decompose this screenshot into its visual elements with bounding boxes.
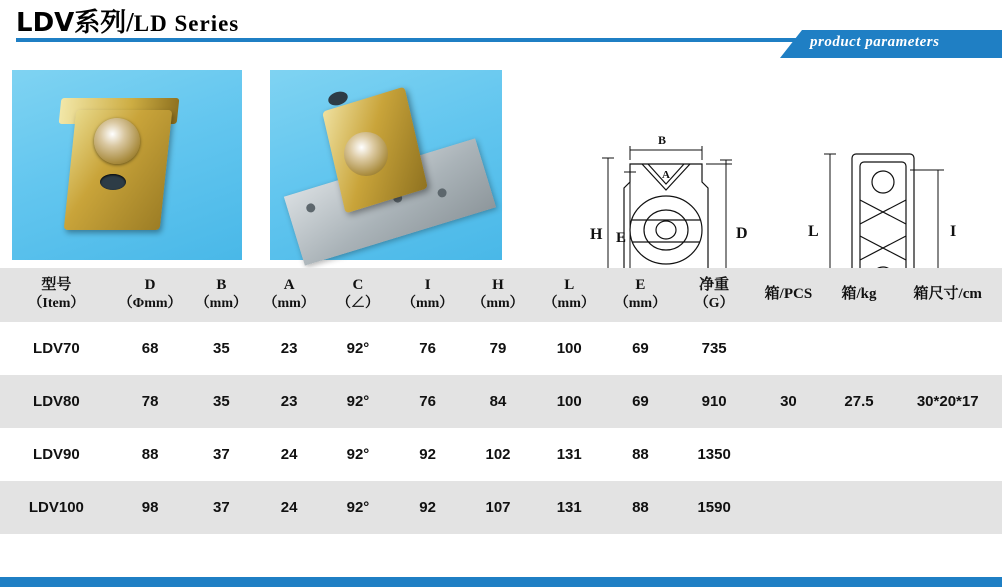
dim-label-E: E (616, 230, 627, 246)
cell-d: 88 (141, 446, 159, 464)
ldv-bracket-on-rail-photo (270, 70, 502, 260)
cell-a: 23 (280, 340, 298, 358)
col-header-b (187, 268, 255, 322)
cell-box-size (893, 322, 1002, 375)
col-header-b-bottom: （mm） (195, 295, 247, 311)
product-parameters-label: product parameters (810, 34, 940, 50)
page-title-separator: / (126, 7, 134, 37)
cell-h: 79 (489, 340, 507, 358)
page-title (16, 2, 239, 39)
cell-a: 24 (280, 499, 298, 517)
cell-c: 92° (346, 499, 370, 517)
table-header-row (0, 268, 1002, 322)
col-header-l-top: L (564, 277, 575, 293)
col-header-l (534, 268, 605, 322)
cell-box-pcs (752, 322, 824, 375)
dim-label-I: I (950, 223, 957, 240)
table-header (0, 268, 1002, 322)
cell-e: 88 (632, 499, 649, 517)
cell-box-pcs (752, 481, 824, 534)
col-header-net-weight-top: 净重 (699, 277, 730, 293)
col-header-a-bottom: （mm） (263, 295, 315, 311)
cell-b: 35 (212, 393, 230, 411)
col-header-net-weight (676, 268, 752, 322)
cell-h: 84 (489, 393, 507, 411)
cell-net-weight: 735 (701, 340, 727, 358)
col-header-h-bottom: （mm） (472, 295, 524, 311)
cell-i: 92 (419, 499, 436, 517)
cell-d: 78 (141, 393, 159, 411)
cell-e: 69 (632, 340, 649, 358)
media-strip (0, 62, 1002, 267)
dim-label-D: D (736, 225, 748, 242)
cell-e: 88 (632, 446, 649, 464)
col-header-e (605, 268, 676, 322)
cell-b: 37 (212, 499, 230, 517)
rail-hole (436, 187, 447, 198)
cell-i: 76 (419, 393, 436, 411)
col-header-l-bottom: （mm） (543, 295, 595, 311)
col-header-item-bottom: （Item） (28, 295, 85, 311)
table-body (0, 322, 1002, 534)
col-header-i (393, 268, 463, 322)
col-header-box-size-top: 箱尺寸/cm (913, 285, 982, 302)
table-row (0, 481, 1002, 534)
col-header-c (323, 268, 393, 322)
col-header-i-top: I (424, 277, 431, 293)
cell-item: LDV70 (33, 340, 80, 358)
col-header-box-pcs-top: 箱/PCS (764, 285, 813, 302)
col-header-box-pcs (752, 268, 824, 322)
cell-l: 100 (556, 340, 582, 358)
cell-box-size (893, 481, 1002, 534)
rail-hole (305, 202, 316, 213)
page-title-en: LD Series (133, 11, 240, 36)
cell-box-kg (825, 481, 894, 534)
cell-d: 68 (141, 340, 159, 358)
col-header-c-top: C (352, 277, 364, 293)
col-header-net-weight-bottom: （G） (694, 295, 734, 311)
col-header-item-top: 型号 (41, 277, 72, 293)
cell-i: 92 (419, 446, 436, 464)
cell-a: 24 (280, 446, 298, 464)
cell-d: 98 (141, 499, 159, 517)
cell-box-size (893, 428, 1002, 481)
ldv-bracket-photo (12, 70, 242, 260)
table-row (0, 322, 1002, 375)
cell-item: LDV80 (33, 393, 80, 411)
table-row (0, 428, 1002, 481)
cell-e: 69 (632, 393, 649, 411)
cell-a: 23 (280, 393, 298, 411)
cell-item: LDV90 (33, 446, 80, 464)
cell-b: 35 (212, 340, 230, 358)
mounting-hole (100, 174, 126, 190)
col-header-d-top: D (144, 277, 156, 293)
col-header-c-bottom: （∠） (336, 295, 379, 311)
page-title-cn: LDV系列 (16, 8, 127, 38)
col-header-i-bottom: （mm） (401, 295, 454, 311)
dim-label-H: H (590, 226, 603, 243)
cell-h: 102 (485, 446, 511, 464)
col-header-item (0, 268, 113, 322)
col-header-box-kg (825, 268, 894, 322)
dim-label-B: B (657, 133, 667, 147)
col-header-box-size (893, 268, 1002, 322)
table-row (0, 375, 1002, 428)
cell-l: 100 (556, 393, 582, 411)
col-header-a-top: A (283, 277, 295, 293)
cell-c: 92° (346, 393, 370, 411)
specification-table (0, 268, 1002, 534)
col-header-a (255, 268, 323, 322)
cell-net-weight: 1590 (697, 499, 731, 517)
col-header-e-top: E (635, 277, 646, 293)
col-header-h-top: H (492, 277, 504, 293)
col-header-b-top: B (216, 277, 227, 293)
cell-box-kg (825, 428, 894, 481)
cell-h: 107 (485, 499, 511, 517)
cell-item: LDV100 (28, 499, 84, 517)
col-header-h (462, 268, 533, 322)
roller-wheel (94, 118, 140, 164)
cell-c: 92° (346, 446, 370, 464)
cell-c: 92° (346, 340, 370, 358)
col-header-d (113, 268, 188, 322)
cell-box-kg (825, 322, 894, 375)
footer-bar (0, 577, 1002, 587)
cell-l: 131 (556, 499, 582, 517)
col-header-e-bottom: （mm） (614, 295, 667, 311)
col-header-d-bottom: （Φmm） (118, 295, 182, 311)
cell-box-pcs: 30 (780, 393, 797, 411)
cell-box-pcs (752, 428, 824, 481)
dim-label-L: L (808, 223, 819, 240)
cell-net-weight: 1350 (697, 446, 731, 464)
cell-net-weight: 910 (701, 393, 727, 411)
col-header-box-kg-top: 箱/kg (841, 285, 877, 302)
cell-i: 76 (419, 340, 436, 358)
cell-b: 37 (212, 446, 230, 464)
cell-l: 131 (556, 446, 582, 464)
roller-wheel (344, 132, 388, 176)
page-header (0, 0, 1002, 58)
cell-box-kg: 27.5 (844, 393, 874, 411)
dim-label-A: A (662, 169, 670, 181)
cell-box-size: 30*20*17 (916, 393, 979, 411)
